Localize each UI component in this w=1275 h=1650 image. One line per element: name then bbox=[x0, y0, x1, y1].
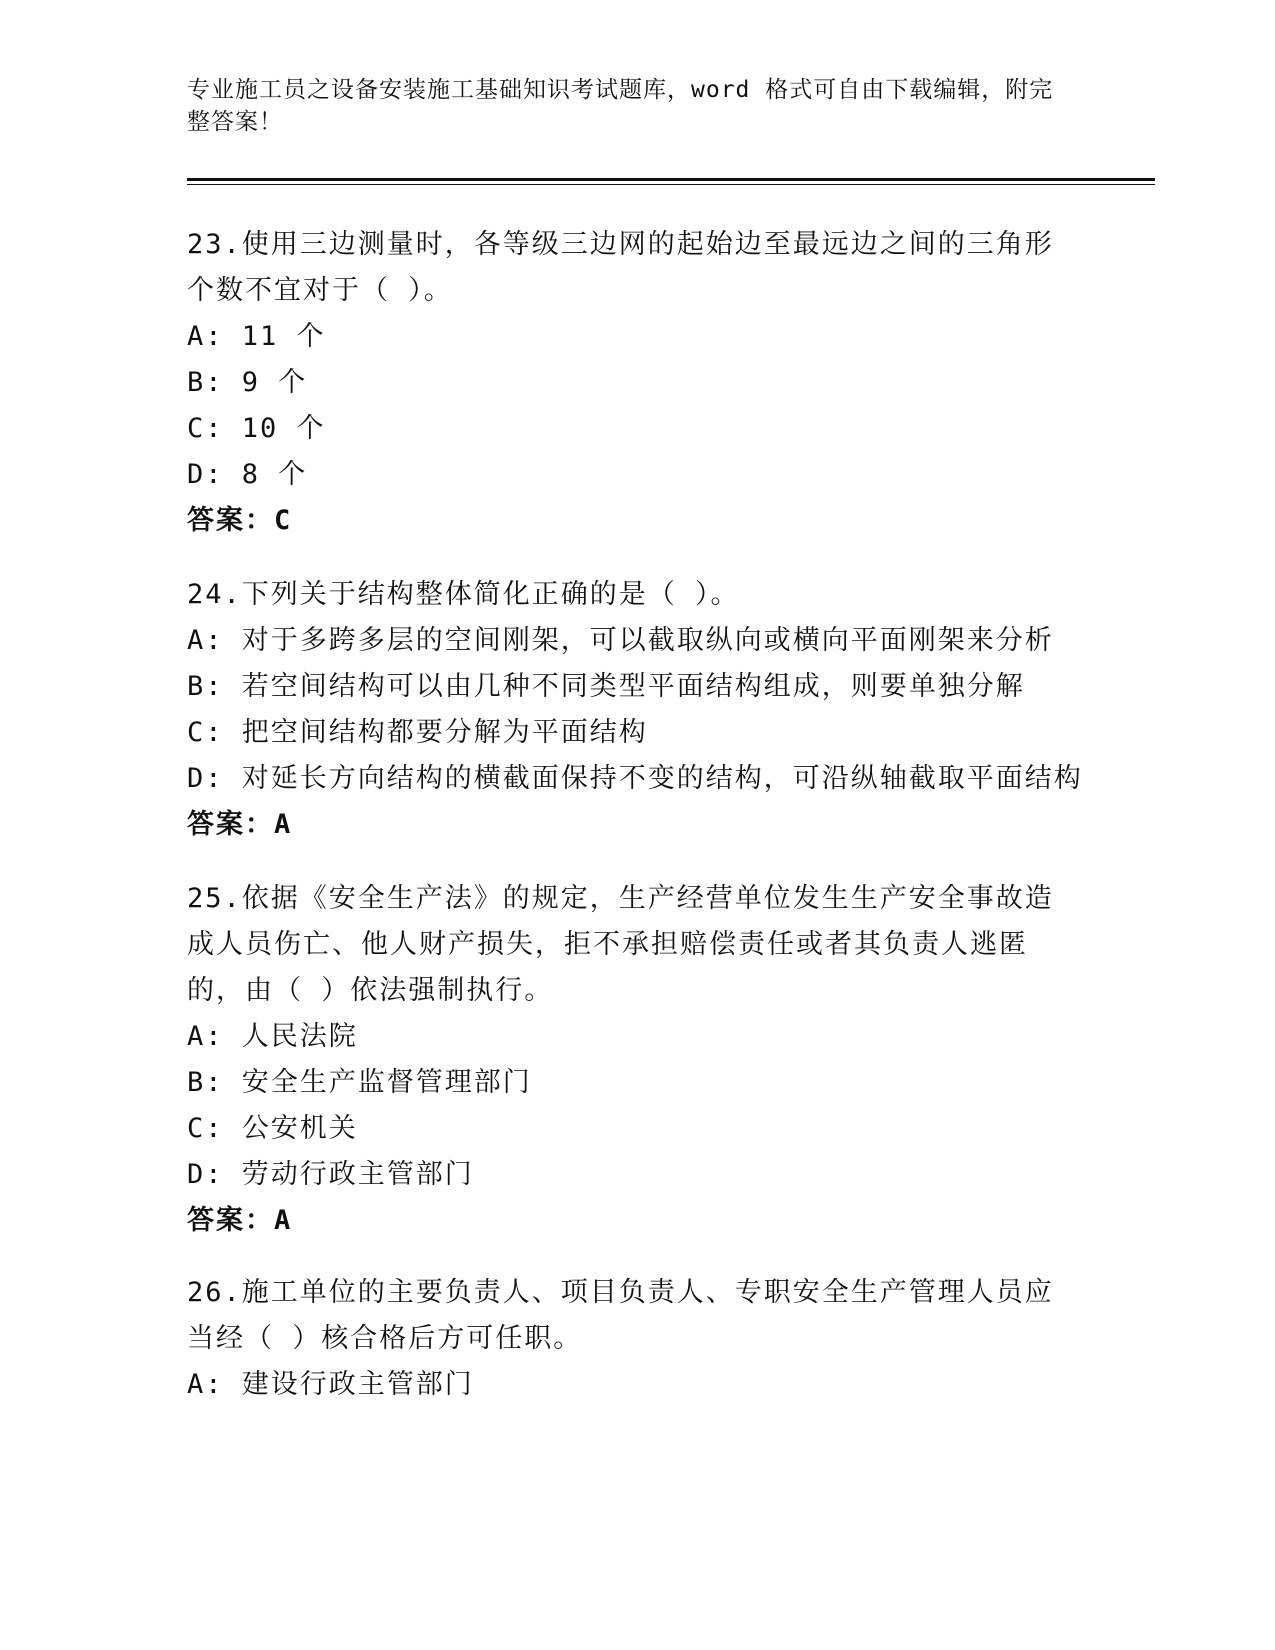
question-stem: 26.施工单位的主要负责人、项目负责人、专职安全生产管理人员应当经（ ）核合格后方可任职。 bbox=[187, 1277, 1054, 1354]
option-a: A: 建设行政主管部门 bbox=[187, 1369, 474, 1400]
answer-line: 答案：A bbox=[187, 809, 293, 840]
question-24 bbox=[187, 572, 1087, 848]
question-26 bbox=[187, 1270, 1087, 1408]
option-a: A: 对于多跨多层的空间刚架，可以截取纵向或横向平面刚架来分析 bbox=[187, 625, 1054, 656]
answer-line: 答案：C bbox=[187, 505, 293, 536]
answer-line: 答案：A bbox=[187, 1205, 293, 1236]
option-a: A: 人民法院 bbox=[187, 1021, 358, 1052]
question-25 bbox=[187, 876, 1087, 1244]
question-stem: 24.下列关于结构整体简化正确的是（ ）。 bbox=[187, 579, 740, 610]
document-page bbox=[187, 0, 1087, 1650]
option-b: B: 9 个 bbox=[187, 367, 308, 398]
option-d: D: 劳动行政主管部门 bbox=[187, 1159, 474, 1190]
question-stem: 25.依据《安全生产法》的规定，生产经营单位发生生产安全事故造成人员伤亡、他人财产损失，拒不承担赔偿责任或者其负责人逃匿的，由（ ）依法强制执行。 bbox=[187, 883, 1054, 1006]
option-d: D: 对延长方向结构的横截面保持不变的结构，可沿纵轴截取平面结构 bbox=[187, 763, 1083, 794]
option-b: B: 若空间结构可以由几种不同类型平面结构组成，则要单独分解 bbox=[187, 671, 1025, 702]
option-c: C: 把空间结构都要分解为平面结构 bbox=[187, 717, 648, 748]
document-header: 专业施工员之设备安装施工基础知识考试题库，word 格式可自由下载编辑，附完整答案！ bbox=[187, 77, 1054, 135]
option-c: C: 10 个 bbox=[187, 413, 326, 444]
header-divider-thick bbox=[187, 178, 1155, 181]
question-23 bbox=[187, 222, 1087, 544]
option-b: B: 安全生产监督管理部门 bbox=[187, 1067, 532, 1098]
question-stem: 23.使用三边测量时，各等级三边网的起始边至最远边之间的三角形个数不宜对于（ ）。 bbox=[187, 229, 1054, 306]
header-divider-thin bbox=[187, 184, 1155, 185]
option-c: C: 公安机关 bbox=[187, 1113, 358, 1144]
option-a: A: 11 个 bbox=[187, 321, 326, 352]
option-d: D: 8 个 bbox=[187, 459, 308, 490]
